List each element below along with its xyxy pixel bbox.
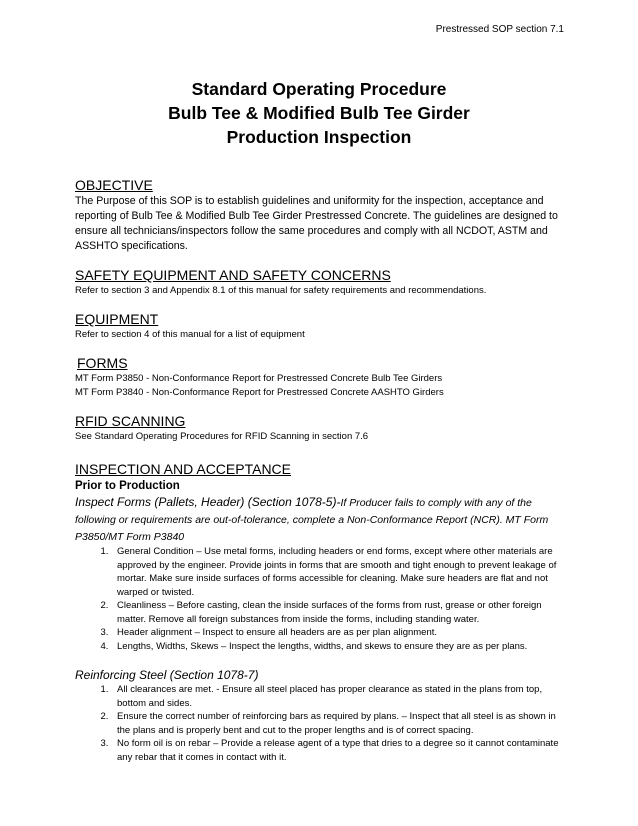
title-line-2: Bulb Tee & Modified Bulb Tee Girder [168, 103, 470, 123]
inspect-forms-note: If Producer fails to comply with any of the following or requirements are out-of-tolerance, complete a Non-Conformance Report (NCR). MT Form P3850/MT Form P3840 [75, 497, 549, 543]
safety-heading: SAFETY EQUIPMENT AND SAFETY CONCERNS [75, 267, 391, 283]
form-checklist [75, 545, 564, 653]
inspection-section [75, 460, 564, 764]
objective-section [75, 176, 564, 254]
inspect-forms-heading: Inspect Forms (Pallets, Header) (Section 1078-5)- [75, 495, 341, 509]
document-body [75, 176, 564, 776]
document-title [0, 77, 638, 149]
equipment-heading: EQUIPMENT [75, 311, 159, 327]
equipment-section [75, 310, 564, 342]
steel-checklist [75, 683, 564, 764]
list-item: 3. Header alignment – Inspect to ensure all headers are as per plan alignment. [111, 626, 564, 640]
title-line-1: Standard Operating Procedure [191, 79, 447, 99]
title-line-3: Production Inspection [226, 127, 412, 147]
safety-section [75, 266, 564, 298]
prior-to-production-heading: Prior to Production [75, 480, 180, 492]
rfid-text: See Standard Operating Procedures for RFID Scanning in section 7.6 [75, 431, 369, 442]
objective-text: The Purpose of this SOP is to establish guidelines and uniformity for the inspection, acceptance and reporting of Bulb Tee & Modified Bulb Tee Girder Prestressed Concrete. The guidelines are designed to ensure all technicians/inspectors follow the same procedures and comply with all NCDOT, ASTM and ASSHTO specifications. [75, 195, 558, 252]
inspect-forms-intro [75, 494, 564, 545]
running-header: Prestressed SOP section 7.1 [435, 24, 564, 35]
list-item: 2. Ensure the correct number of reinforcing bars as required by plans. – Inspect that all steel is as shown in the plans and is properly bent and cut to the proper lengths and is of correct spacing. [111, 710, 564, 737]
rfid-section [75, 412, 564, 444]
forms-line-1: MT Form P3850 - Non-Conformance Report for Prestressed Concrete Bulb Tee Girders [75, 373, 443, 384]
list-item: 1. All clearances are met. - Ensure all steel placed has proper clearance as stated in the plans from top, bottom and sides. [111, 683, 564, 710]
reinforcing-steel-heading: Reinforcing Steel (Section 1078-7) [75, 668, 259, 682]
list-item: 1. General Condition – Use metal forms, including headers or end forms, except where other materials are approved by the engineer. Provide joints in forms that are smooth and tight enough to prevent leakage of mortar. Make sure inside surfaces of forms accessible for cleaning. Make sure headers are flat and not warped or twisted. [111, 545, 564, 599]
list-item: 2. Cleanliness – Before casting, clean the inside surfaces of the forms from rust, grease or other foreign matter. Remove all foreign substances from inside the forms, including standing water. [111, 599, 564, 626]
rfid-heading: RFID SCANNING [75, 413, 186, 429]
forms-section [75, 354, 564, 400]
safety-text: Refer to section 3 and Appendix 8.1 of this manual for safety requirements and recommendations. [75, 285, 487, 296]
list-item: 3. No form oil is on rebar – Provide a release agent of a type that dries to a degree so it cannot contaminate any rebar that it comes in contact with it. [111, 737, 564, 764]
equipment-text: Refer to section 4 of this manual for a list of equipment [75, 329, 305, 340]
list-item: 4. Lengths, Widths, Skews – Inspect the lengths, widths, and skews to ensure they are as per plans. [111, 640, 564, 654]
forms-line-2: MT Form P3840 - Non-Conformance Report for Prestressed Concrete AASHTO Girders [75, 387, 444, 398]
forms-heading: FORMS [77, 355, 128, 371]
inspection-heading: INSPECTION AND ACCEPTANCE [75, 461, 292, 477]
objective-heading: OBJECTIVE [75, 177, 153, 193]
